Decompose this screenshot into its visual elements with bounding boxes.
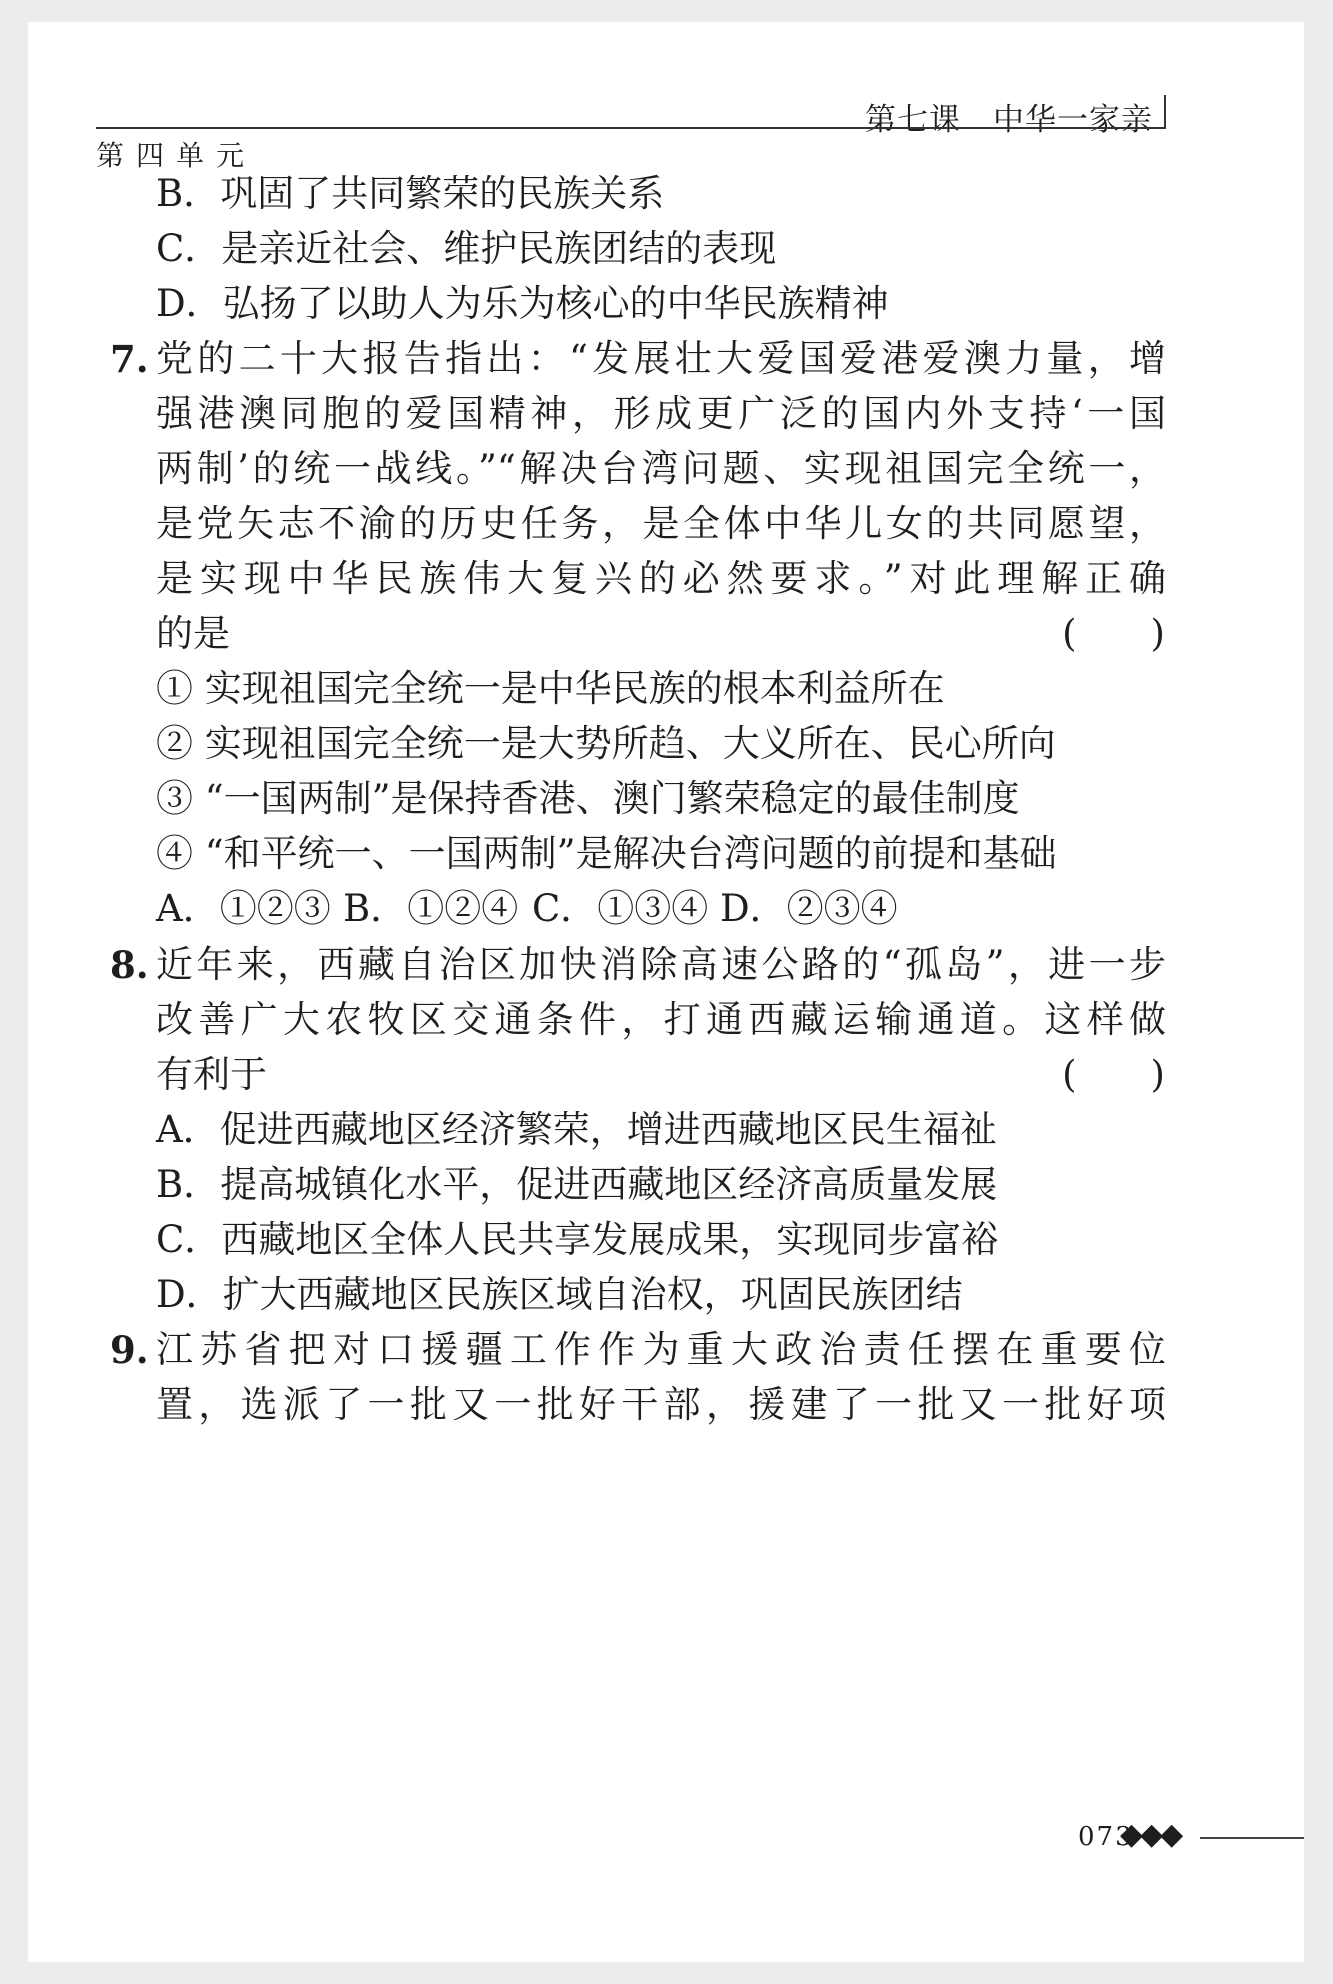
- q9-stem-line: 置，选派了一批又一批好干部，援建了一批又一批好项: [156, 1383, 1166, 1426]
- q8-option-b: B．提高城镇化水平，促进西藏地区经济高质量发展: [156, 1163, 998, 1206]
- q6-option-c: C．是亲近社会、维护民族团结的表现: [156, 227, 777, 270]
- q7-choice-c: C．①③④: [532, 887, 709, 930]
- diamond-ornament-icon: ◆◆◆: [1120, 1817, 1181, 1852]
- q9-stem-line: 江苏省把对口援疆工作作为重大政治责任摆在重要位: [156, 1328, 1166, 1371]
- header-rule: [96, 127, 1164, 129]
- q7-stem-line: 的是: [156, 612, 230, 655]
- q7-choice-d: D．②③④: [720, 887, 898, 930]
- q7-answer-paren: ( ): [1062, 612, 1165, 655]
- q7-stem-line: 是党矢志不渝的历史任务，是全体中华儿女的共同愿望，: [156, 502, 1166, 545]
- q8-stem-line: 改善广大农牧区交通条件，打通西藏运输通道。这样做: [156, 998, 1166, 1041]
- q8-option-c: C．西藏地区全体人民共享发展成果，实现同步富裕: [156, 1218, 999, 1261]
- lesson-title: 第七课 中华一家亲: [865, 102, 1153, 138]
- q7-statement-2: ② 实现祖国完全统一是大势所趋、大义所在、民心所向: [156, 722, 1056, 765]
- q8-option-a: A．促进西藏地区经济繁荣，增进西藏地区民生福祉: [156, 1108, 997, 1151]
- q7-stem-line: 党的二十大报告指出：“发展壮大爱国爱港爱澳力量，增: [156, 337, 1166, 380]
- q6-option-b: B．巩固了共同繁荣的民族关系: [156, 172, 665, 215]
- q9-number: 9.: [110, 1328, 149, 1372]
- q7-stem-line: 强港澳同胞的爱国精神，形成更广泛的国内外支持‘一国: [156, 392, 1166, 435]
- q7-statement-3: ③ “一国两制”是保持香港、澳门繁荣稳定的最佳制度: [156, 777, 1020, 820]
- q7-stem-line: 两制’的统一战线。”“解决台湾问题、实现祖国完全统一，: [156, 447, 1166, 490]
- q8-stem-line: 近年来，西藏自治区加快消除高速公路的“孤岛”，进一步: [156, 943, 1166, 986]
- q8-stem-line: 有利于: [156, 1053, 267, 1096]
- footer-rule: [1200, 1837, 1304, 1839]
- q8-number: 8.: [110, 943, 149, 987]
- page-number: 073: [1078, 1822, 1134, 1852]
- q8-option-d: D．扩大西藏地区民族区域自治权，巩固民族团结: [156, 1273, 963, 1316]
- q6-option-d: D．弘扬了以助人为乐为核心的中华民族精神: [156, 282, 889, 325]
- q7-stem-line: 是实现中华民族伟大复兴的必然要求。”对此理解正确: [156, 557, 1166, 600]
- q7-choice-a: A．①②③: [156, 887, 331, 930]
- q8-answer-paren: ( ): [1062, 1053, 1165, 1096]
- q7-number: 7.: [110, 337, 149, 381]
- header-tick: [1164, 95, 1166, 129]
- q7-choice-b: B．①②④: [343, 887, 519, 930]
- q7-statement-4: ④ “和平统一、一国两制”是解决台湾问题的前提和基础: [156, 832, 1057, 875]
- unit-title: 第四单元: [96, 139, 257, 172]
- q7-statement-1: ① 实现祖国完全统一是中华民族的根本利益所在: [156, 667, 945, 710]
